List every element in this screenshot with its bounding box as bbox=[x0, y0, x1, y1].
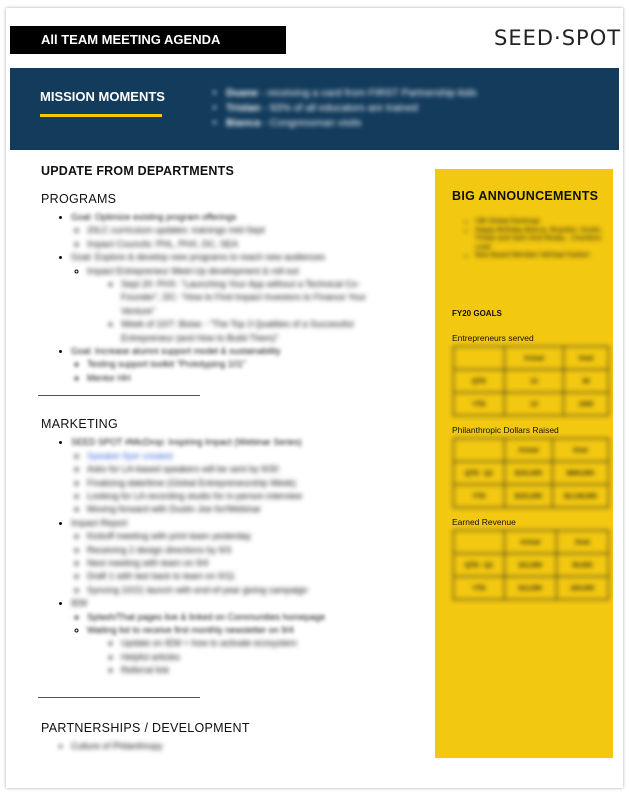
list-item: ▪ Week of 10/7: Boise - "The Top 3 Qualities of a Successful Entrepreneur (and How to Build Them)" bbox=[121, 318, 381, 345]
list-item: ◦ Impact Councils: PHL, PHX, DC, SEA bbox=[87, 238, 421, 251]
partnerships-list bbox=[41, 740, 421, 753]
list-item: ◦ Kickoff meeting with print team yesterday bbox=[87, 530, 421, 543]
table-caption: Earned Revenue bbox=[452, 517, 516, 527]
table-row: YTD $101,000 $2,136,000 bbox=[454, 485, 609, 508]
mission-item: • Duane - receiving a card from FIRST Partnership kids bbox=[226, 86, 477, 101]
marketing-list bbox=[41, 436, 421, 677]
mission-moments-title: MISSION MOMENTS bbox=[40, 89, 165, 104]
list-item: • Goal: Optimize existing program offerings ◦ 20LC curriculum updates: trainings mid-Sept ◦ Impact Councils: PHL, PHX, DC, SEA bbox=[71, 211, 421, 251]
announcement-item: • New Board Member! Michael Farber! bbox=[475, 252, 605, 261]
list-item: ◦ Syncing 10/21 launch with end-of-year giving campaign bbox=[87, 584, 421, 597]
table-row: Actual Goal bbox=[454, 347, 609, 370]
table-row: Actual Goal bbox=[454, 531, 609, 554]
table-row: QTD - Q1 $11,650 50,000 bbox=[454, 554, 609, 577]
marketing-heading: MARKETING bbox=[41, 417, 119, 432]
fy20-goals-title: FY20 GOALS bbox=[452, 309, 502, 318]
agenda-title: All TEAM MEETING AGENDA bbox=[10, 26, 286, 54]
department-updates bbox=[41, 164, 421, 753]
list-item: ◦ Waiting list to receive first monthly newsletter on 9/4 ▪ Update on IEM + how to activate ecosystem ▪ Helpful articles ▪ Referral link bbox=[87, 624, 421, 678]
list-item: ◦ Impact Entrepreneur Meet-Up development & roll-out ▪ Sept 20: PHX- "Launching Your App without a Technical Co-Founder", DC- "How to Find Impact Investors to Finance Your Venture" ▪ Week of 10/7: Boise - "The Top 3 Qualities of a Successful Entrepreneur (and How to Build Them)" bbox=[87, 265, 421, 345]
list-item: ◦ Asks for LA-based speakers will be sent by 9/30 bbox=[87, 463, 421, 476]
list-item: ◦ Next meeting with team on 9/4 bbox=[87, 557, 421, 570]
list-item: ▪ Referral link bbox=[121, 664, 421, 677]
list-item: • Goal: Explore & develop new programs to reach new audiences ◦ Impact Entrepreneur Meet-Up development & roll-out ▪ Sept 20: PHX- "Launching Your App without a Technical Co-Founder", DC- "How to Find Impact Investors to Finance Your Venture" ▪ Week of 10/7: Boise - "The Top 3 Qualities of a Successful Entrepreneur (and How to Build Them)" bbox=[71, 251, 421, 345]
list-item: • SEED SPOT #MicDrop: Inspiring Impact (Webinar Series) ◦ Speaker flyer created ◦ Asks for LA-based speakers will be sent by 9/30 ◦ Finalizing date/time (Global Entrepreneurship Week) ◦ Looking for LA recording studio for in-person interview ◦ Moving forward with Dustin Joe for/Webinar bbox=[71, 436, 421, 516]
list-item: ◦ Finalizing date/time (Global Entrepreneurship Week) bbox=[87, 477, 421, 490]
list-item: ▪ Update on IEM + how to activate ecosystem bbox=[121, 637, 421, 650]
big-announcements-title: BIG ANNOUNCEMENTS bbox=[452, 189, 599, 203]
list-item: ◦ Looking for LA recording studio for in-person interview bbox=[87, 490, 421, 503]
list-item: ◦ Draft 1 with last back to team on 9/11 bbox=[87, 570, 421, 583]
table-row: QTD - Q1 $101,000 $600,000 bbox=[454, 462, 609, 485]
seed-spot-logo: SEED·SPOT bbox=[494, 26, 622, 50]
updates-heading: UPDATE FROM DEPARTMENTS bbox=[41, 164, 235, 178]
table-row: YTD $11,650 220,000 bbox=[454, 577, 609, 600]
mission-item: • Tristan - 93% of all educators are trained bbox=[226, 101, 477, 116]
table-row: QTD 13 45 bbox=[454, 370, 609, 393]
big-announcements-panel bbox=[435, 169, 613, 758]
mission-underline bbox=[40, 114, 162, 117]
mission-moments-banner bbox=[10, 68, 619, 150]
programs-heading: PROGRAMS bbox=[41, 192, 117, 206]
list-item: ◦ Splash/That pages live & linked on Communities homepage bbox=[87, 611, 421, 624]
list-item: • Goal: Increase alumni support model & sustainability ◦ Testing support toolkit "Prototyping 101" ◦ Mentor HH bbox=[71, 345, 421, 385]
partnerships-heading: PARTNERSHIPS / DEVELOPMENT bbox=[41, 720, 250, 735]
list-item: ◦ Receiving 2 design directions by 9/3 bbox=[87, 544, 421, 557]
programs-list bbox=[41, 211, 421, 385]
list-item: ◦ Mentor HH bbox=[87, 372, 421, 385]
goals-table bbox=[453, 438, 609, 508]
table-row: YTD 13 1000 bbox=[454, 393, 609, 416]
announcements-list bbox=[463, 218, 605, 261]
speaker-flyer-link[interactable]: Speaker flyer created bbox=[87, 450, 173, 461]
mission-list bbox=[210, 86, 477, 131]
mission-item: • Bianca - Congressman visits bbox=[226, 116, 477, 131]
announcement-item: • Happy Birthday Bianca, Brandon, Dustin, Tristan and Sam! And Ready... Countess Lead bbox=[475, 227, 605, 253]
list-item: ▪ Sept 20: PHX- "Launching Your App without a Technical Co-Founder", DC- "How to Find Impact Investors to Finance Your Venture" bbox=[121, 278, 381, 318]
list-item: ◦ Moving forward with Dustin Joe for/Webinar bbox=[87, 503, 421, 516]
goals-table bbox=[453, 346, 609, 416]
list-item: ◦ 20LC curriculum updates: trainings mid-Sept bbox=[87, 224, 421, 237]
list-item: • Culture of Philanthropy bbox=[71, 740, 421, 753]
list-item: ▪ Helpful articles bbox=[121, 651, 421, 664]
table-caption: Philanthropic Dollars Raised bbox=[452, 425, 559, 435]
table-caption: Entrepreneurs served bbox=[452, 333, 534, 343]
announcement-item: • UBI Global Rankings bbox=[475, 218, 605, 227]
section-divider bbox=[38, 697, 200, 698]
goals-table bbox=[453, 530, 609, 600]
table-row: Actual Goal bbox=[454, 439, 609, 462]
list-item: • Impact Report ◦ Kickoff meeting with print team yesterday ◦ Receiving 2 design directions by 9/3 ◦ Next meeting with team on 9/4 ◦ Draft 1 with last back to team on 9/11 ◦ Syncing 10/21 launch with end-of-year giving campaign bbox=[71, 517, 421, 597]
section-divider bbox=[38, 395, 200, 396]
list-item bbox=[87, 450, 421, 463]
list-item: ◦ Testing support toolkit "Prototyping 101" bbox=[87, 358, 421, 371]
list-item: • IEM ◦ Splash/That pages live & linked on Communities homepage ◦ Waiting list to receive first monthly newsletter on 9/4 ▪ Update on IEM + how to activate ecosystem ▪ Helpful articles ▪ Referral link bbox=[71, 597, 421, 677]
